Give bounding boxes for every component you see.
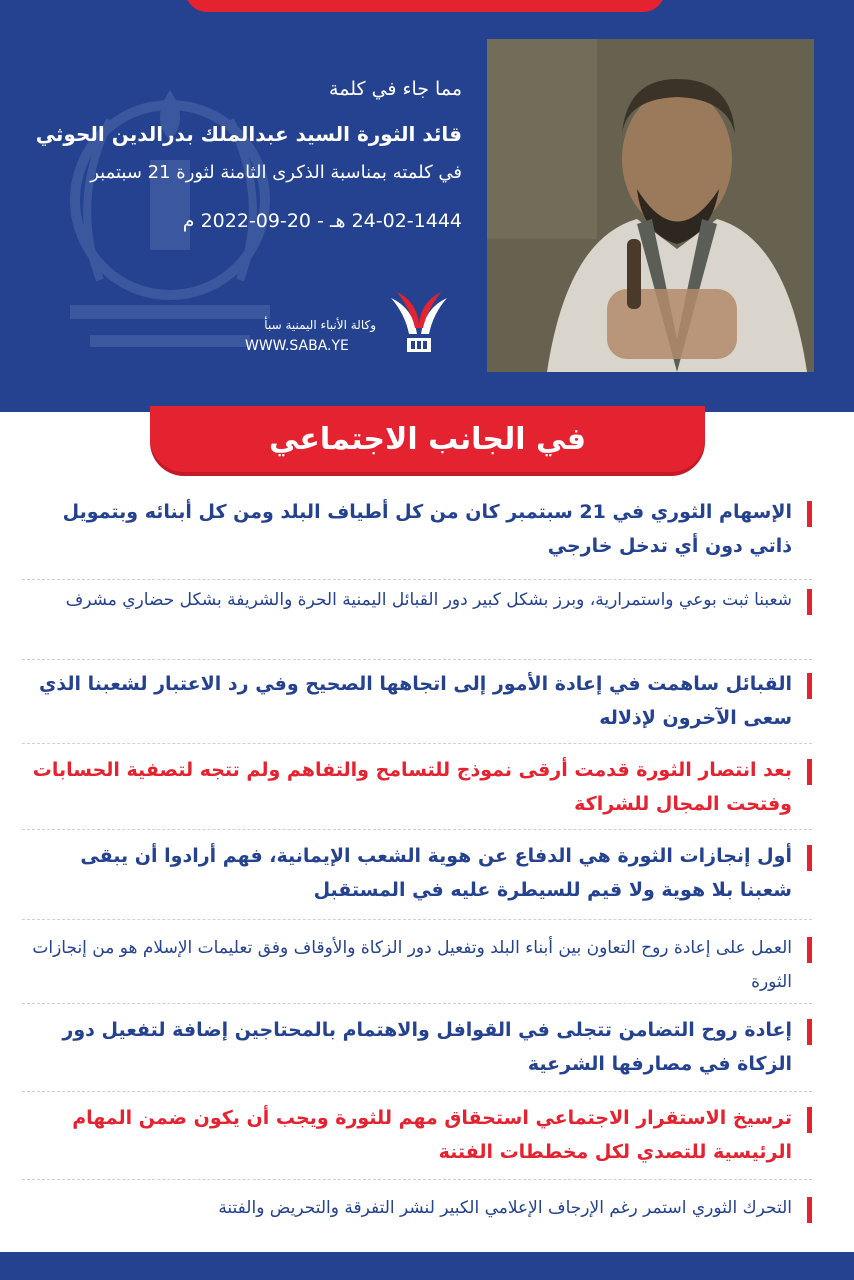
list-item — [22, 753, 812, 821]
point-text: شعبنا ثبت بوعي واستمرارية، وبرز بشكل كبير دور القبائل اليمنية الحرة والشريفة بشكل حضاري مشرف — [65, 590, 792, 610]
list-item — [22, 667, 812, 735]
point-text: أول إنجازات الثورة هي الدفاع عن هوية الشعب الإيمانية، فهم أرادوا أن يبقى شعبنا بلا هوية ولا قيم للسيطرة عليه في المستقبل — [80, 845, 792, 901]
divider — [22, 919, 812, 920]
point-text: القبائل ساهمت في إعادة الأمور إلى اتجاهها الصحيح وفي رد الاعتبار لشعبنا الذي سعى الآخرون لإذلاله — [38, 673, 792, 729]
occasion-line: في كلمته بمناسبة الذكرى الثامنة لثورة 21 سبتمبر — [90, 162, 462, 183]
date-line: 24-02-1444 هـ - 20-09-2022 م — [182, 210, 462, 232]
list-item — [22, 839, 812, 907]
point-text: إعادة روح التضامن تتجلى في القوافل والاهتمام بالمحتاجين إضافة لتفعيل دور الزكاة في مصارفها الشرعية — [62, 1019, 792, 1075]
divider — [22, 1003, 812, 1004]
divider — [22, 743, 812, 744]
top-tab — [185, 0, 665, 12]
speaker-title: قائد الثورة السيد عبدالملك بدرالدين الحوثي — [35, 122, 462, 146]
header-banner — [0, 0, 854, 412]
list-item — [22, 1013, 812, 1081]
list-item — [22, 583, 812, 617]
section-title: في الجانب الاجتماعي — [150, 406, 705, 472]
saba-logo-icon — [383, 288, 455, 358]
footer-bar — [0, 1252, 854, 1280]
divider — [22, 1179, 812, 1180]
intro-line-1: مما جاء في كلمة — [329, 78, 462, 100]
list-item — [22, 1191, 812, 1225]
divider — [22, 1091, 812, 1092]
list-item — [22, 931, 812, 999]
point-text: ترسيخ الاستقرار الاجتماعي استحقاق مهم للثورة ويجب أن يكون ضمن المهام الرئيسية للتصدي لكل مخططات الفتنة — [72, 1107, 792, 1163]
point-text: الإسهام الثوري في 21 سبتمبر كان من كل أطياف البلد ومن كل أبنائه وبتمويل ذاتي دون أي تدخل خارجي — [62, 501, 792, 557]
speaker-photo — [487, 39, 814, 372]
agency-name: وكالة الأنباء اليمنية سبأ — [264, 318, 376, 332]
list-item — [22, 495, 812, 563]
speaker-silhouette-icon — [487, 39, 814, 372]
point-text: بعد انتصار الثورة قدمت أرقى نموذج للتسامح والتفاهم ولم تتجه لتصفية الحسابات وفتحت المجال للشراكة — [32, 759, 792, 815]
divider — [22, 829, 812, 830]
point-text: العمل على إعادة روح التعاون بين أبناء البلد وتفعيل دور الزكاة والأوقاف وفق تعليمات الإسلام هو من إنجازات الثورة — [32, 938, 792, 992]
list-item — [22, 1101, 812, 1169]
divider — [22, 659, 812, 660]
point-text: التحرك الثوري استمر رغم الإرجاف الإعلامي الكبير لنشر التفرقة والتحريض والفتنة — [218, 1198, 792, 1218]
agency-url: WWW.SABA.YE — [245, 338, 349, 354]
divider — [22, 579, 812, 580]
